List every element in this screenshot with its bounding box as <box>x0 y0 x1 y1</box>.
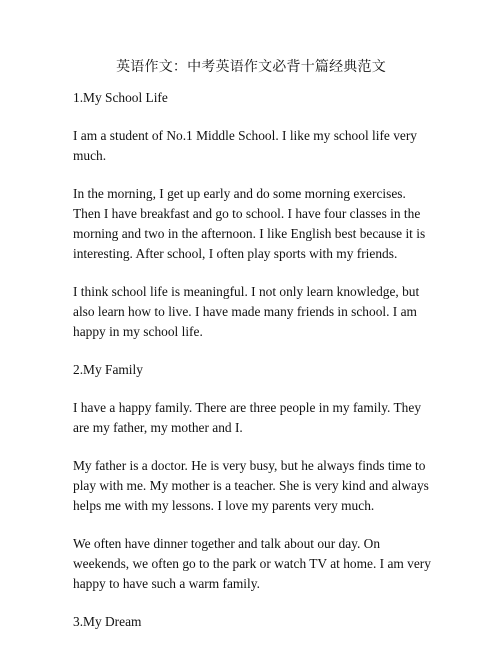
document-title: 英语作文：中考英语作文必背十篇经典范文 <box>116 59 386 75</box>
paragraph: I have a happy family. There are three people in my family. They are my father, my mother and I. <box>73 400 422 435</box>
section-my-school-life <box>73 88 435 342</box>
section-heading: 1.My School Life <box>73 90 168 105</box>
paragraph: I am a student of No.1 Middle School. I like my school life very much. <box>73 128 417 163</box>
section-heading: 2.My Family <box>73 362 143 377</box>
paragraph: My father is a doctor. He is very busy, but he always finds time to play with me. My mother is a teacher. She is very kind and always helps me with my lessons. I love my parents very much. <box>73 458 429 513</box>
paragraph: We often have dinner together and talk about our day. On weekends, we often go to the park or watch TV at home. I am very happy to have such a warm family. <box>73 536 431 591</box>
paragraph: In the morning, I get up early and do some morning exercises. Then I have breakfast and go to school. I have four classes in the morning and two in the afternoon. I like English best because it is interesting. After school, I often play sports with my friends. <box>73 186 426 261</box>
section-my-dream <box>73 612 435 632</box>
section-heading: 3.My Dream <box>73 614 142 629</box>
paragraph: I think school life is meaningful. I not only learn knowledge, but also learn how to live. I have made many friends in school. I am happy in my school life. <box>73 284 420 339</box>
section-my-family <box>73 360 435 594</box>
document-body <box>73 88 435 632</box>
